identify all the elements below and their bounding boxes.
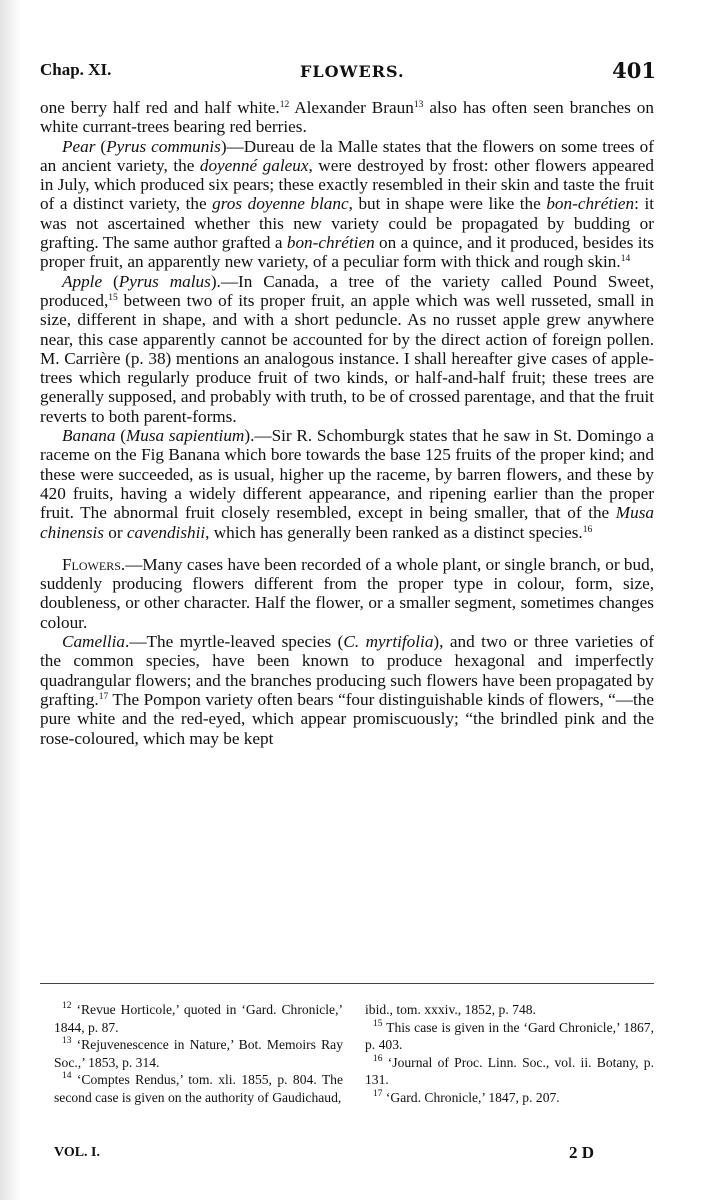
- paragraph-apple: Apple (Pyrus malus).—In Canada, a tree of the variety called Pound Sweet, produced,$^{15}$ between two of its proper fruit, an apple which was well russeted, small in size, different in shape, and with a short peduncle. As no russet apple grew anywhere near, this case apparently cannot be accounted for by the direct action of foreign pollen. M. Carrière (p. 38) mentions an analogous instance. I shall hereafter give cases of apple-trees which regularly produce fruit of two kinds, or half-and-half fruit; these trees are generally supposed, and probably with truth, to be of crossed parentage, and that the fruit reverts to both parent-forms.: [40, 271, 654, 426]
- footnotes-right-column: [365, 1001, 654, 1106]
- footnote-16: $^{16}$ ‘Journal of Proc. Linn. Soc., vol. ii. Botany, p. 131.: [365, 1053, 654, 1087]
- running-header: [40, 58, 656, 86]
- footnote-15: $^{15}$ This case is given in the ‘Gard Chronicle,’ 1867, p. 403.: [365, 1018, 654, 1052]
- paragraph-banana: Banana (Musa sapientium).—Sir R. Schomburgk states that he saw in St. Domingo a raceme on the Fig Banana which bore towards the base 125 fruits of the proper kind; and these were succeeded, as is usual, higher up the raceme, by barren flowers, and these by 420 fruits, having a widely different appearance, and ripening earlier than the proper fruit. The abnormal fruit closely resembled, except in being smaller, that of the Musa chinensis or cavendishii, which has generally been ranked as a distinct species.$^{16}$: [40, 426, 654, 542]
- volume-label: VOL. I.: [54, 1145, 101, 1160]
- footnote-ref: 16: [582, 524, 593, 535]
- camellia-heading: Camellia: [62, 632, 126, 652]
- flowers-heading: Flowers: [62, 554, 121, 574]
- page-gutter-shadow: [0, 0, 22, 1200]
- chapter-label: Chap. XI.: [40, 60, 112, 79]
- paragraph-flowers: Flowers.—Many cases have been recorded of a whole plant, or single branch, or bud, suddenly producing flowers different from the proper type in colour, form, size, doubleness, or other character. Half the flower, or a smaller segment, sometimes changes colour.: [40, 554, 654, 632]
- footnote-ref: 13: [413, 100, 424, 110]
- paragraph-camellia: Camellia.—The myrtle-leaved species (C. myrtifolia), and two or three varieties of the common species, have been known to produce hexagonal and imperfectly quadrangular flowers; and the branches producing such flowers have been propagated by grafting.$^{17}$ The Pompon variety often bears “four distinguishable kinds of flowers, “—the pure white and the red-eyed, which appear promiscuously; “the brindled pink and the rose-coloured, which may be kept: [40, 632, 654, 748]
- footnote-12: $^{12}$ ‘Revue Horticole,’ quoted in ‘Gard. Chronicle,’ 1844, p. 87.: [54, 1001, 343, 1035]
- main-text: [40, 98, 654, 748]
- running-title: FLOWERS.: [300, 62, 405, 81]
- footnote-ref: 14: [620, 254, 631, 265]
- footnotes-left-column: [54, 1001, 343, 1106]
- signature-mark: 2 D: [568, 1143, 594, 1162]
- page-number: 401: [612, 58, 656, 83]
- pear-heading: Pear: [62, 136, 96, 156]
- banana-heading: Banana: [62, 426, 116, 446]
- footnote-ref: 15: [108, 292, 118, 303]
- footnote-17: $^{17}$ ‘Gard. Chronicle,’ 1847, p. 207.: [373, 1088, 560, 1105]
- paragraph-currant: one berry half red and half white.$^{12}$ Alexander Braun$^{13}$ also has often seen branches on white currant-trees bearing red berries.: [40, 98, 654, 137]
- paragraph-pear: Pear (Pyrus communis)—Dureau de la Malle states that the flowers on some trees of an ancient variety, the doyenné galeux, were destroyed by frost: other flowers appeared in July, which produced six pears; these exactly resembled in their skin and taste the fruit of a distinct variety, the gros doyenne blanc, but in shape were like the bon-chrétien: it was not ascertained whether this new variety could be propagated by budding or grafting. The same author grafted a bon-chrétien on a quince, and it produced, besides its proper fruit, an apparently new variety, of a peculiar form with thick and rough skin.$^{14}$: [40, 136, 655, 272]
- apple-heading: Apple: [62, 271, 103, 291]
- footnote-14: $^{14}$ ‘Comptes Rendus,’ tom. xli. 1855, p. 804. The second case is given on the authority of Gaudichaud,: [54, 1071, 343, 1105]
- footnotes: [54, 1001, 654, 1106]
- footnote-ref: 12: [279, 100, 290, 110]
- footnote-ref: 17: [98, 691, 109, 702]
- page-footer: [54, 1143, 594, 1167]
- footnote-14-continued: ibid., tom. xxxiv., 1852, p. 748.: [365, 1002, 536, 1017]
- footnote-divider: [40, 983, 654, 985]
- footnote-13: $^{13}$ ‘Rejuvenescence in Nature,’ Bot. Memoirs Ray Soc.,’ 1853, p. 314.: [54, 1036, 343, 1070]
